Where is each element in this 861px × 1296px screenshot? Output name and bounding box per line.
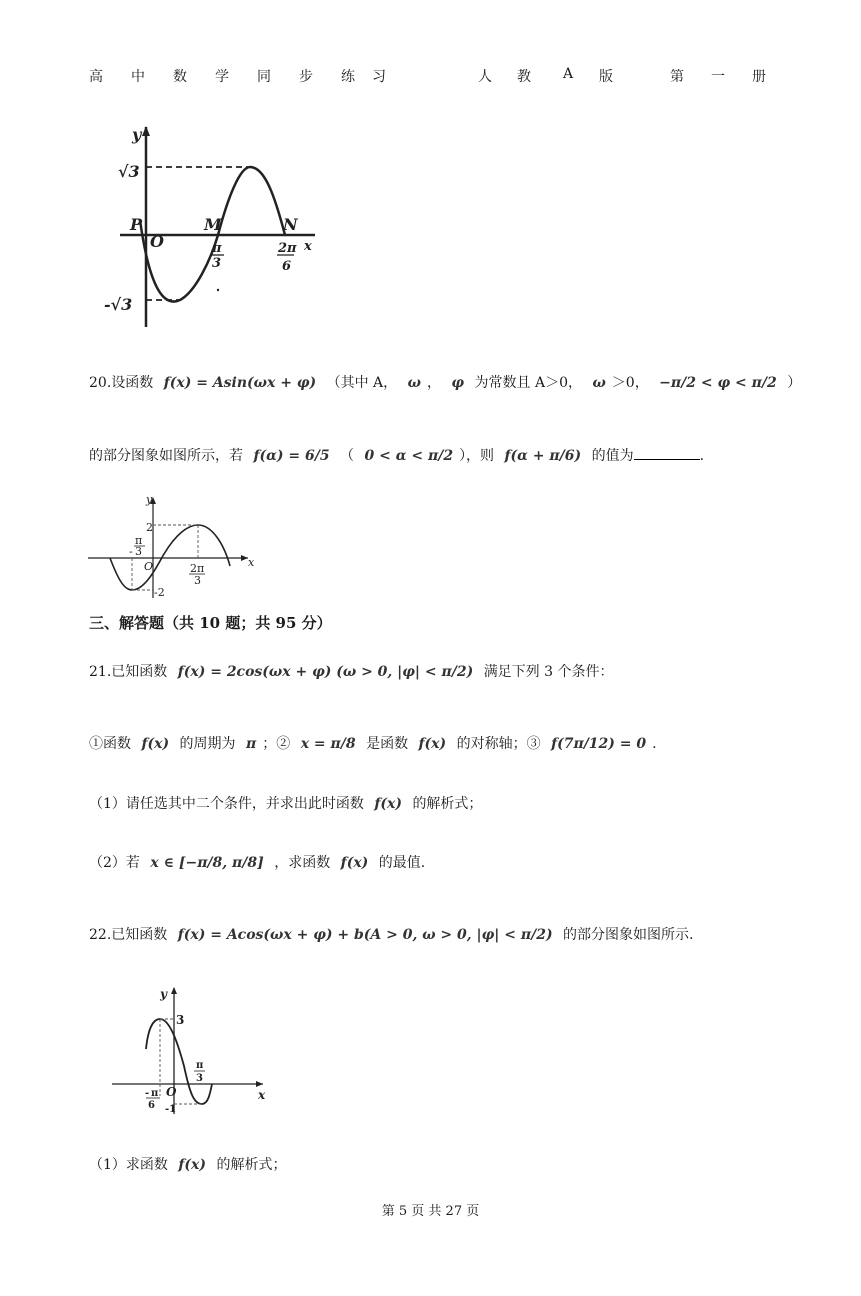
sqrt3-label: √3 [118, 162, 140, 181]
header-edition: 教 [517, 69, 531, 85]
q21-text: ；② [262, 736, 291, 752]
x-range: x ∈ [−π/8, π/8] [150, 855, 264, 871]
y-label: y [132, 125, 142, 144]
two-pi-label: 2π [278, 241, 297, 256]
q21-text: 已知函数 [111, 664, 168, 680]
q20-text: ， [426, 375, 441, 391]
q20-text: 的部分图象如图所示，若 [89, 448, 243, 464]
pi3-three: 3 [196, 1073, 203, 1084]
header-char: 习 [372, 69, 386, 85]
header-volume: 册 [752, 69, 766, 85]
zero-expr: f(7π/12) = 0 [551, 736, 647, 752]
q21-line-1 [89, 661, 614, 681]
q22-number: 22. [89, 927, 112, 943]
two-pi-label: 2π [190, 562, 205, 575]
max-label: 3 [176, 1013, 185, 1027]
header-char: 步 [299, 69, 313, 85]
q21-formula: f(x) = 2cos(ωx + φ) (ω > 0, |φ| < π/2) [177, 664, 474, 680]
q21-part-2 [89, 852, 425, 872]
figure-3-graph [108, 984, 273, 1119]
x-label: x [258, 1088, 266, 1102]
min-label: -1 [165, 1104, 177, 1115]
header-volume: 第 [670, 69, 684, 85]
neg-pi6-pi: π [151, 1088, 159, 1099]
origin-label: O [150, 232, 164, 251]
x-label: x [248, 556, 255, 569]
header-volume: 一 [711, 69, 725, 85]
origin-label: O [144, 560, 154, 573]
q22-text: （1）求函数 [89, 1157, 168, 1173]
q20-text: 为常数且 A＞0， [474, 375, 582, 391]
figure-2-graph [88, 494, 263, 604]
x-label: x [304, 239, 312, 254]
q21-text: 的对称轴；③ [456, 736, 541, 752]
omega-symbol: ω [592, 375, 606, 391]
q22-part-1 [89, 1154, 286, 1174]
two-pi-three: 3 [194, 574, 201, 587]
axis-expr: x = π/8 [300, 736, 356, 752]
section-heading: 三、解答题（共 10 题；共 95 分） [89, 614, 332, 632]
answer-blank[interactable] [634, 445, 700, 460]
min-label: -2 [154, 586, 165, 599]
q20-text: ＞0， [611, 375, 649, 391]
y-label: y [146, 494, 153, 506]
point-n-label: N [283, 215, 298, 234]
three-label: 3 [212, 256, 222, 271]
q21-text: . [652, 736, 657, 752]
neg-pi3-three: 3 [135, 545, 142, 558]
page-footer: 第 5 页 共 27 页 [381, 1204, 480, 1219]
q20-number: 20. [89, 375, 112, 391]
header-char: 中 [131, 69, 145, 85]
q20-formula: f(x) = Asin(ωx + φ) [163, 375, 317, 391]
q20-text: 设函数 [111, 375, 154, 391]
header-edition: 人 [478, 69, 492, 85]
q20-line-1 [89, 372, 801, 392]
pi-symbol: π [245, 736, 257, 752]
q22-text: 的部分图象如图所示. [563, 927, 694, 943]
q21-text: （2）若 [89, 855, 140, 871]
phi-range: −π/2 < φ < π/2 [659, 375, 777, 391]
q21-text: 的周期为 [179, 736, 236, 752]
q20-text: （ [340, 448, 355, 464]
f-target-expr: f(α + π/6) [504, 448, 582, 464]
q21-text: ，求函数 [274, 855, 331, 871]
header-edition: A [563, 66, 574, 82]
q21-part-1 [89, 793, 482, 813]
q20-text: ） [787, 375, 802, 391]
pi-label: π [212, 241, 222, 256]
fx-expr: f(x) [418, 736, 447, 752]
y-label: y [160, 987, 167, 1001]
q21-text: 是函数 [366, 736, 409, 752]
q21-text: 的最值. [378, 855, 426, 871]
figure-1-graph [100, 122, 330, 332]
q22-text: 的解析式； [216, 1157, 287, 1173]
header-char: 学 [215, 69, 229, 85]
q22-text: 已知函数 [111, 927, 168, 943]
fx-expr: f(x) [340, 855, 369, 871]
q22-line-1 [89, 924, 693, 944]
fx-expr: f(x) [374, 796, 402, 812]
header-edition: 版 [599, 69, 613, 85]
q20-text: （其中 A， [326, 375, 398, 391]
fx-expr: f(x) [178, 1157, 206, 1173]
max-label: 2 [146, 521, 153, 534]
header-char: 数 [173, 69, 187, 85]
neg-pi6-six: 6 [148, 1100, 155, 1111]
neg-pi6-sign: - [145, 1088, 150, 1099]
neg-pi3-pi: π [135, 534, 143, 547]
q21-conditions [89, 733, 657, 753]
point-p-label: P [130, 215, 143, 234]
q20-text: ），则 [459, 448, 495, 464]
pi3-pi: π [196, 1060, 204, 1071]
q21-text: 满足下列 3 个条件： [483, 664, 614, 680]
header-char: 练 [341, 69, 355, 85]
neg-sqrt3-label: -√3 [104, 295, 133, 314]
q21-text: 的解析式； [412, 796, 483, 812]
header-char: 高 [89, 69, 103, 85]
phi-symbol: φ [451, 375, 465, 391]
q22-formula: f(x) = Acos(ωx + φ) + b(A > 0, ω > 0, |φ| < π/2) [177, 927, 553, 943]
origin-label: O [166, 1085, 177, 1099]
f-alpha-expr: f(α) = 6/5 [253, 448, 330, 464]
q20-text: . [699, 448, 705, 464]
point-m-label: M [204, 215, 222, 234]
q20-line-2 [89, 445, 704, 465]
neg-pi3-sign: - [129, 545, 133, 558]
q20-text: 的值为 [591, 448, 634, 464]
omega-symbol: ω [407, 375, 421, 391]
fx-expr: f(x) [141, 736, 170, 752]
alpha-range: 0 < α < π/2 [364, 448, 454, 464]
q21-number: 21. [89, 664, 112, 680]
six-label: 6 [282, 259, 292, 274]
q21-text: ①函数 [89, 736, 131, 752]
header-char: 同 [257, 69, 271, 85]
q21-text: （1）请任选其中二个条件，并求出此时函数 [89, 796, 364, 812]
